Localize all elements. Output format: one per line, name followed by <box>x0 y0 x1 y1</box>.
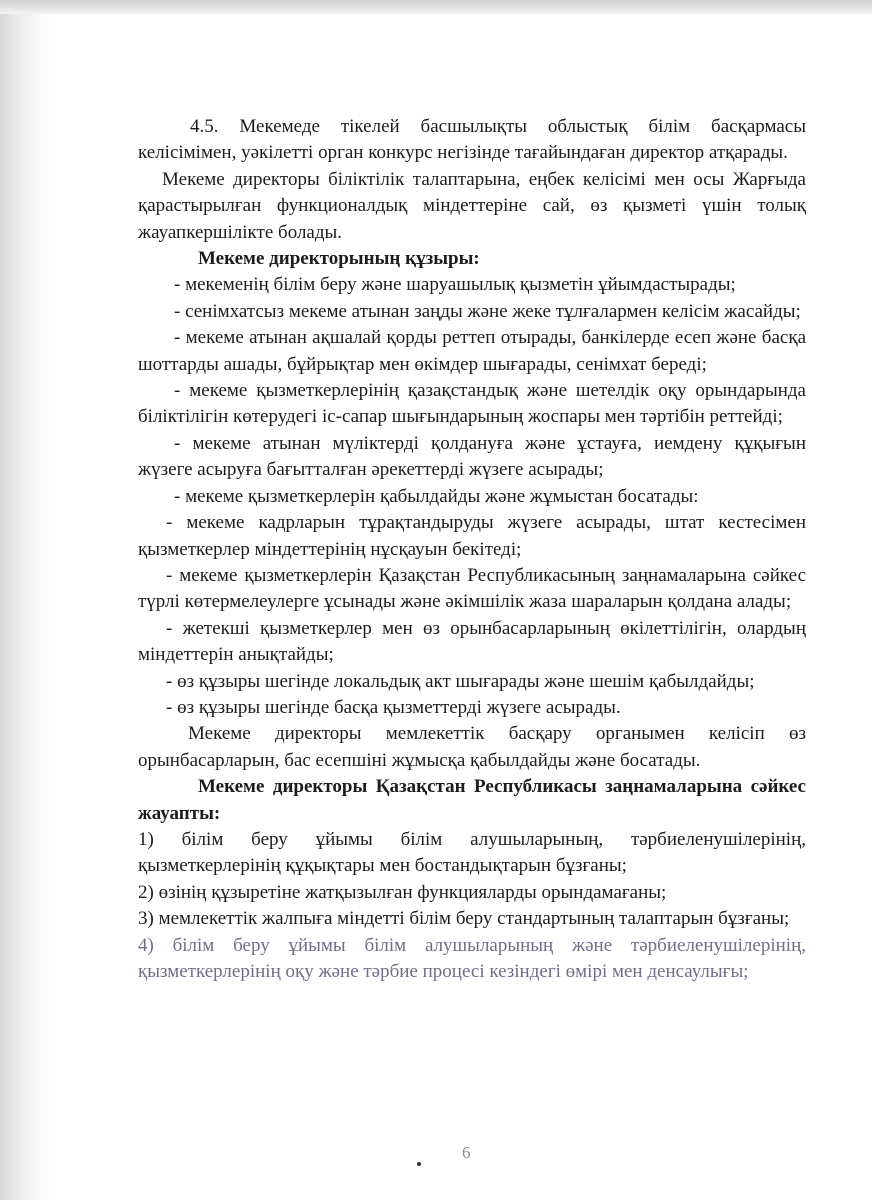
liability-heading: Мекеме директоры Қазақстан Республикасы заңнамаларына сәйкес жауапты: <box>138 776 806 824</box>
liability-item: 2) өзінің құзыретіне жатқызылған функцияларды орындамағаны; <box>138 881 667 903</box>
powers-item: - мекеменің білім беру және шаруашылық қызметін ұйымдастырады; <box>174 274 736 296</box>
section-intro-paragraph: 4.5. Мекемеде тікелей басшылықты облыстық білім басқармасы келісімімен, уәкілетті орган конкурс негізінде тағайындаған директор атқарады. <box>138 116 806 164</box>
powers-item: - өз құзыры шегінде басқа қызметтерді жүзеге асырады. <box>166 696 621 718</box>
liability-item: 1) білім беру ұйымы білім алушыларының, тәрбиеленушілерінің, қызметкерлерінің құқықтары мен бостандықтарын бұзғаны; <box>138 828 806 877</box>
liability-item: 4) білім беру ұйымы білім алушыларының және тәрбиеленушілерінің, қызметкерлерінің оқу және тәрбие процесі кезіндегі өмірі мен денсаулығы; <box>138 934 806 982</box>
document-body <box>138 114 806 985</box>
deputies-paragraph: Мекеме директоры мемлекеттік басқару органымен келісіп өз орынбасарларын, бас есепшіні жұмысқа қабылдайды және босатады. <box>138 723 806 771</box>
powers-item: - мекеме атынан ақшалай қорды реттеп отырады, банкілерде есеп және басқа шоттарды ашады, бұйрықтар мен өкімдер шығарады, сенімхат береді; <box>138 327 806 375</box>
powers-item: - мекеме атынан мүліктерді қолдануға және ұстауға, иемдену құқығын жүзеге асыруға бағытталған әрекеттерді жүзеге асырады; <box>138 432 806 481</box>
powers-item: - мекеме қызметкерлерін қабылдайды және жұмыстан босатады: <box>174 485 699 507</box>
scan-top-edge <box>0 0 872 14</box>
director-responsibility-paragraph: Мекеме директоры біліктілік талаптарына, еңбек келісімі мен осы Жарғыда қарастырылған функционалдық міндеттеріне сай, өз қызметі үшін толық жауапкершілікте болады. <box>138 168 806 243</box>
powers-item: - мекеме қызметкерлерін Қазақстан Республикасының заңнамаларына сәйкес түрлі көтермелеулерге ұсынады және әкімшілік жаза шараларын қолдана алады; <box>138 564 806 613</box>
powers-item: - өз құзыры шегінде локальдық акт шығарады және шешім қабылдайды; <box>166 670 755 692</box>
powers-item: - мекеме қызметкерлерінің қазақстандық және шетелдік оқу орындарында біліктілігін көтерудегі іс-сапар шығындарының жоспары мен тәртібін реттейді; <box>138 380 806 428</box>
powers-item: - жетекші қызметкерлер мен өз орынбасарларының өкілеттілігін, олардың міндеттерін анықтайды; <box>138 617 806 666</box>
powers-heading: Мекеме директорының құзыры: <box>198 248 480 270</box>
page-number: 6 <box>462 1143 471 1162</box>
powers-item: - мекеме кадрларын тұрақтандыруды жүзеге асырады, штат кестесімен қызметкерлер міндеттерінің нұсқауын бекітеді; <box>138 512 806 560</box>
powers-item: - сенімхатсыз мекеме атынан заңды және жеке тұлғалармен келісім жасайды; <box>174 300 801 322</box>
scan-dot <box>417 1162 421 1166</box>
liability-item: 3) мемлекеттік жалпыға міндетті білім беру стандартының талаптарын бұзғаны; <box>138 908 790 930</box>
